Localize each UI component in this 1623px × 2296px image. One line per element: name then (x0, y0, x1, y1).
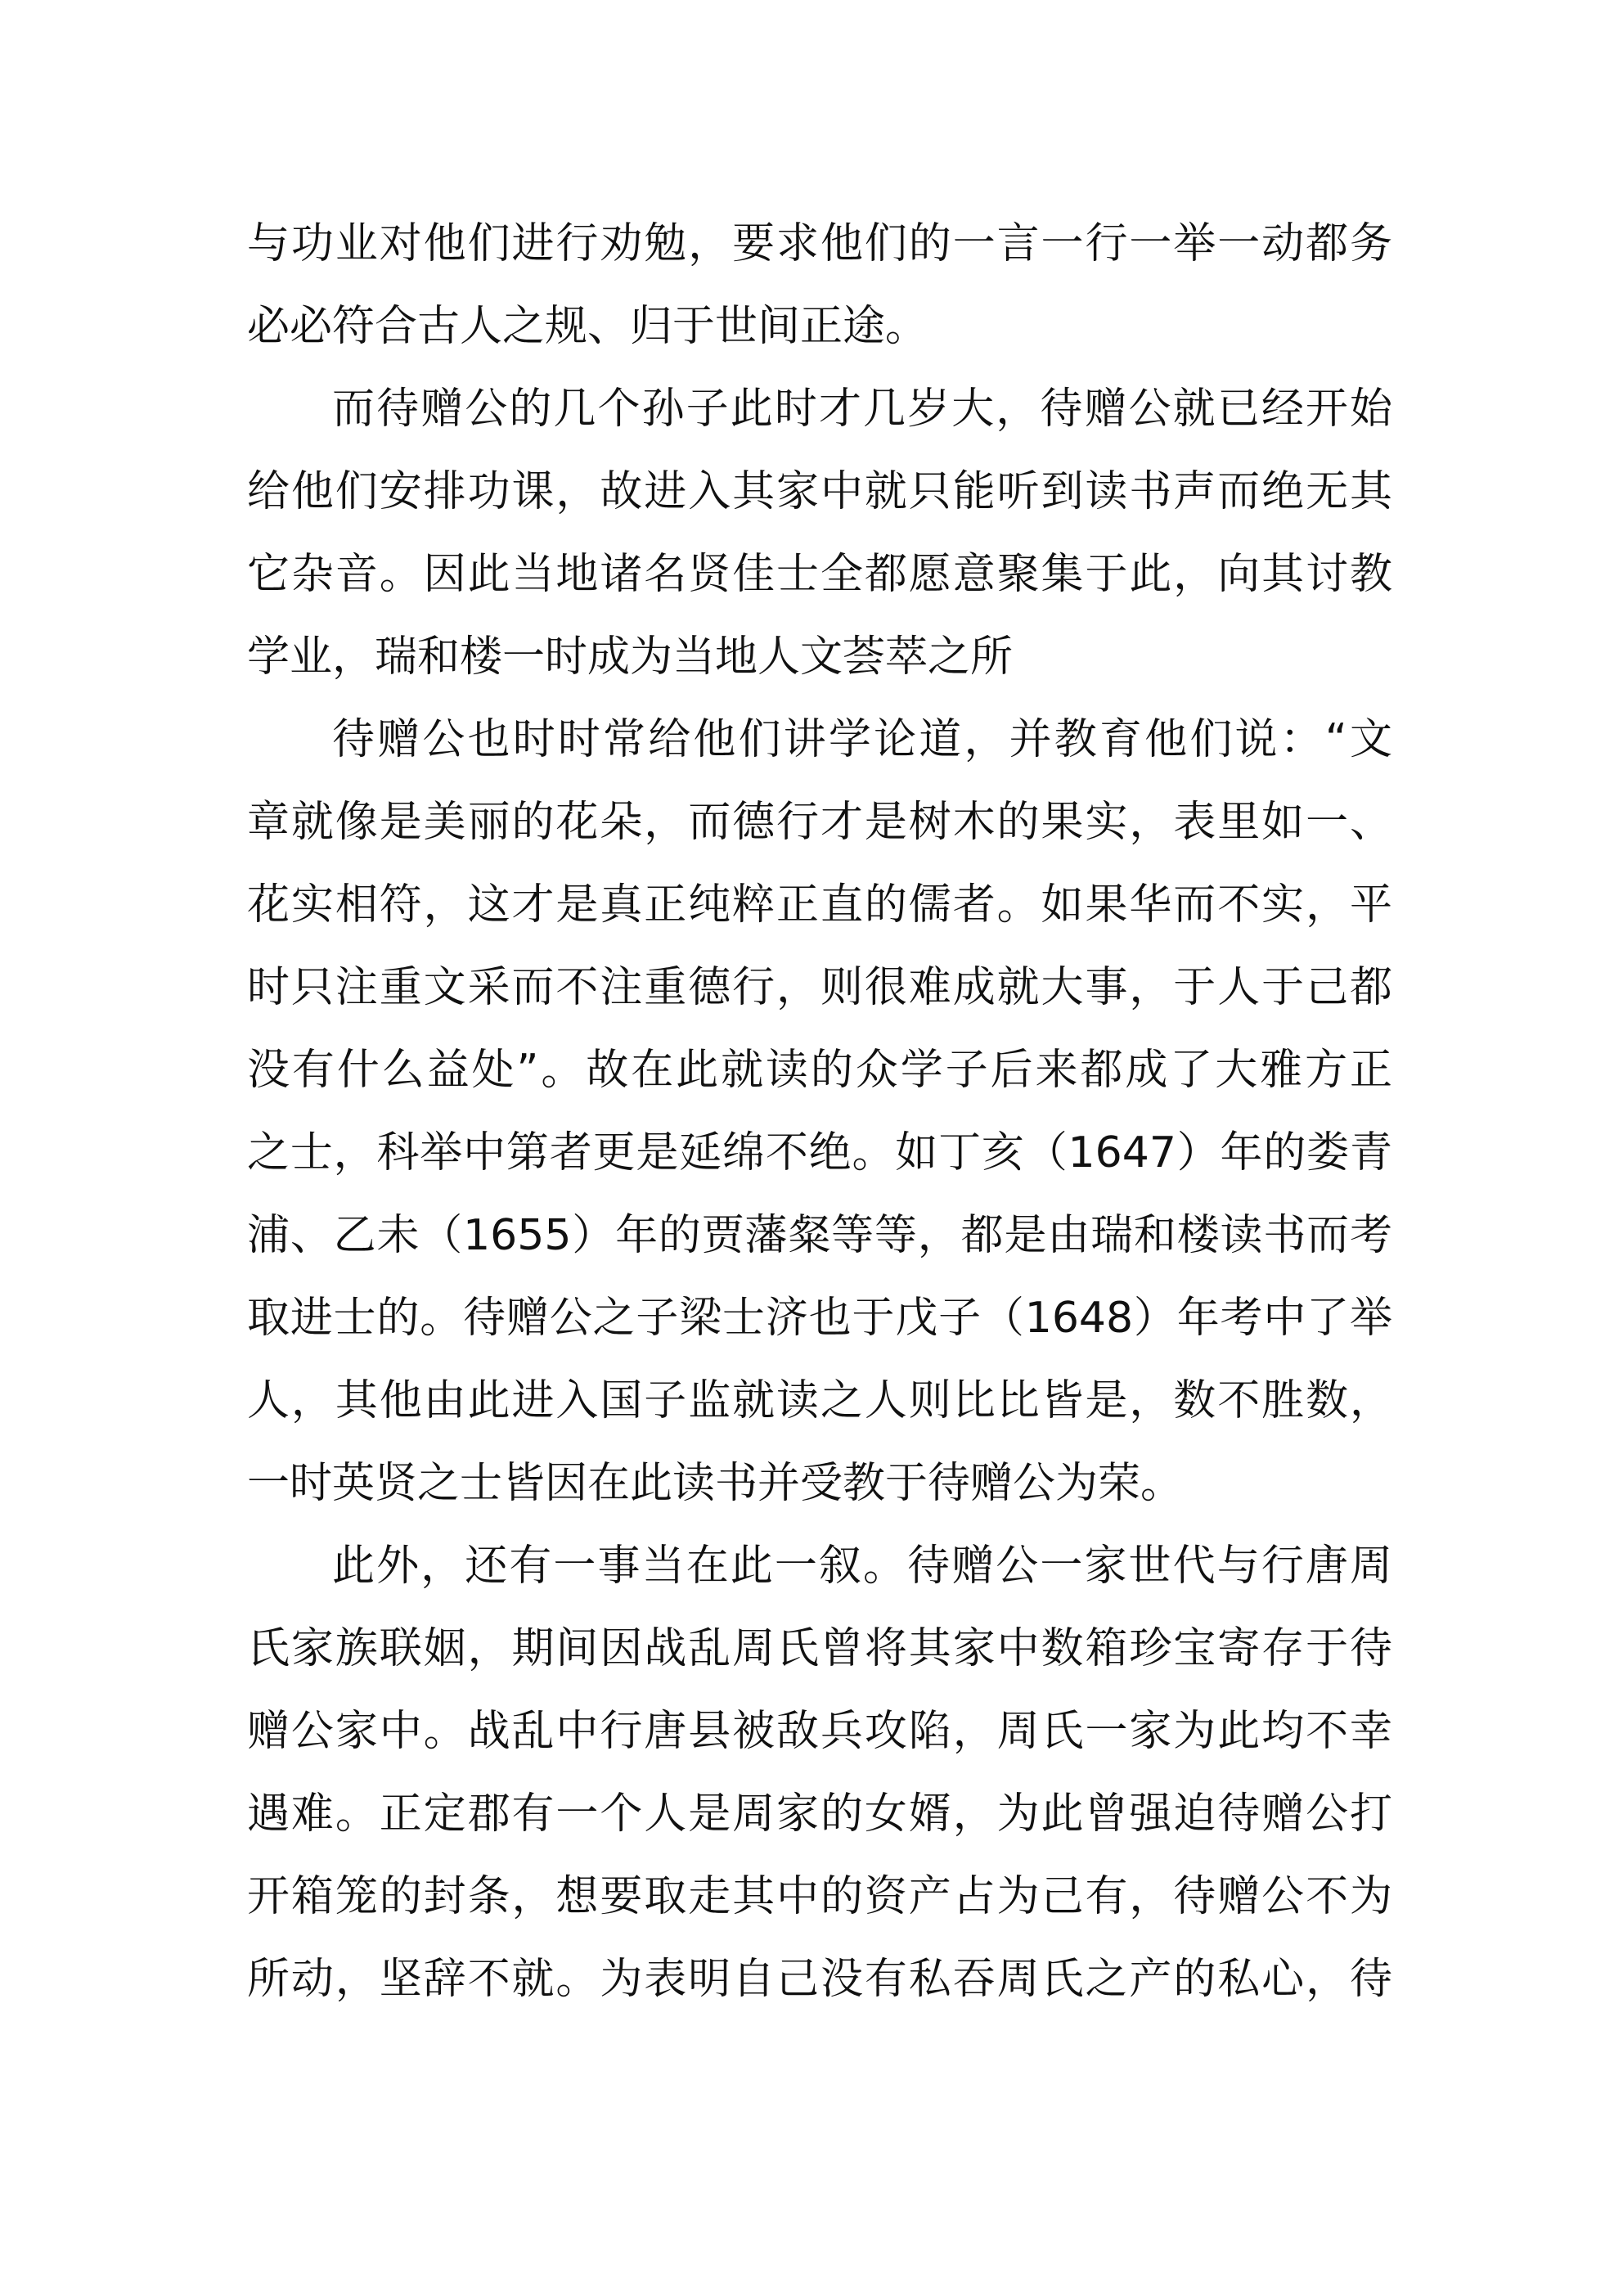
text-line: 之士，科举中第者更是延绵不绝。如丁亥（1647）年的娄青 (247, 1128, 1392, 1177)
text-line: 人，其他由此进入国子监就读之人则比比皆是，数不胜数， (247, 1376, 1392, 1425)
text-line: 它杂音。因此当地诸名贤佳士全都愿意聚集于此，向其讨教 (247, 550, 1392, 599)
text-line: 遇难。正定郡有一个人是周家的女婿，为此曾强迫待赠公打 (247, 1790, 1392, 1839)
text-line: 氏家族联姻，期间因战乱周氏曾将其家中数箱珍宝寄存于待 (247, 1624, 1392, 1673)
text-line: 花实相符，这才是真正纯粹正直的儒者。如果华而不实，平 (247, 880, 1392, 930)
text-line: 所动，坚辞不就。为表明自己没有私吞周氏之产的私心，待 (247, 1955, 1392, 2004)
text-line: 时只注重文采而不注重德行，则很难成就大事，于人于己都 (247, 963, 1392, 1012)
text-line: 浦、乙未（1655）年的贾藩粲等等，都是由瑞和楼读书而考 (247, 1211, 1392, 1260)
text-line: 给他们安排功课，故进入其家中就只能听到读书声而绝无其 (247, 467, 1392, 516)
text-line: 与功业对他们进行劝勉，要求他们的一言一行一举一动都务 (247, 219, 1392, 268)
text-line: 一时英贤之士皆因在此读书并受教于待赠公为荣。 (247, 1459, 1184, 1508)
body-text (247, 203, 1392, 2021)
text-line: 取进士的。待赠公之子梁士济也于戊子（1648）年考中了举 (247, 1294, 1392, 1343)
text-line: 章就像是美丽的花朵，而德行才是树木的果实，表里如一、 (247, 798, 1392, 847)
text-line: 赠公家中。战乱中行唐县被敌兵攻陷，周氏一家为此均不幸 (247, 1707, 1392, 1756)
text-line: 学业，瑞和楼一时成为当地人文荟萃之所 (247, 633, 1014, 682)
text-line: 开箱笼的封条，想要取走其中的资产占为己有，待赠公不为 (247, 1872, 1392, 1921)
text-line: 此外，还有一事当在此一叙。待赠公一家世代与行唐周 (332, 1542, 1392, 1591)
text-line: 待赠公也时时常给他们讲学论道，并教育他们说：“文 (332, 715, 1392, 764)
text-line: 而待赠公的几个孙子此时才几岁大，待赠公就已经开始 (332, 385, 1392, 434)
text-line: 没有什么益处”。故在此就读的众学子后来都成了大雅方正 (247, 1046, 1392, 1095)
text-line: 必必符合古人之规、归于世间正途。 (247, 302, 928, 351)
